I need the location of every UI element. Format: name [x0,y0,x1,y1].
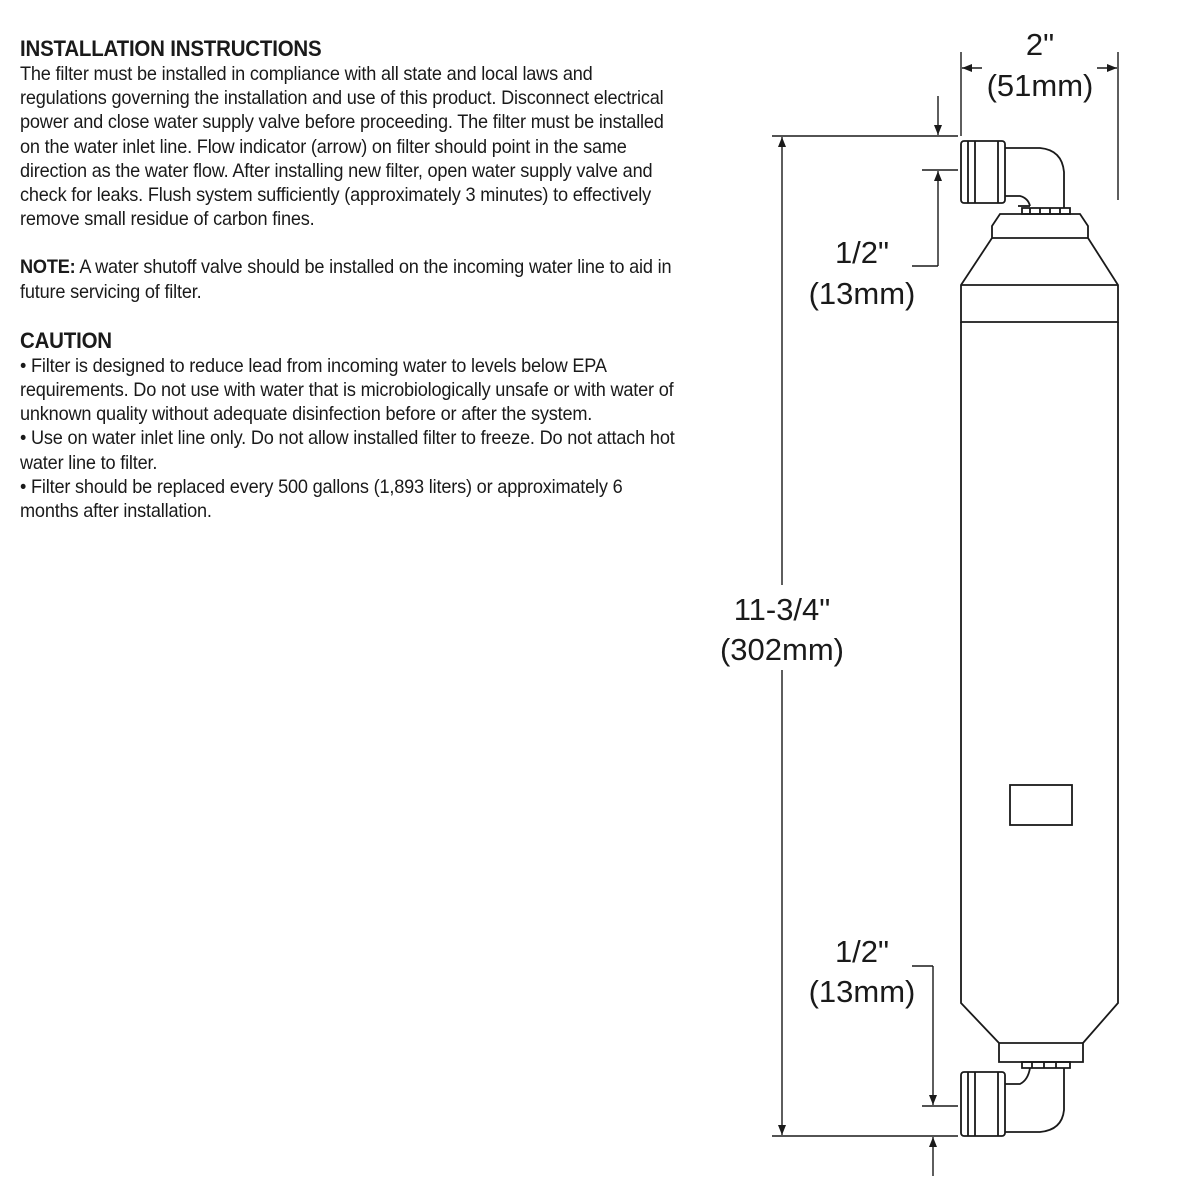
width-mm-label: (51mm) [986,68,1094,103]
top-elbow-fitting [961,141,1070,214]
filter-drawing [961,141,1118,1136]
bottom-elbow-fitting [961,1062,1070,1136]
installation-body: The filter must be installed in compliance with all state and local laws and regulations governing the installation and use of this product. Disconnect electrical power and close water supply valve before proceeding. The filter must be installed on the water inlet line. Flow indicator (arrow) on filter should point in the same direction as the water flow. After installing new filter, open water supply valve and check for leaks. Flush system sufficiently (approximately 3 minutes) to effectively remove small residue of carbon fines. [20,63,664,231]
height-inches-label: 11-3/4" [733,592,831,627]
filter-head [961,214,1118,322]
caution-bullet: • Filter is designed to reduce lead from incoming water to levels below EPA requirements. Do not use with water that is microbiologically unsafe or with water of unknown quality without adequate disinfection before or after the system. [20,354,674,426]
width-inches-label: 2" [1025,27,1055,62]
bottom-offset-inches-label: 1/2" [834,934,890,969]
filter-label-box [1010,785,1072,825]
filter-body [961,322,1118,1062]
installation-heading: INSTALLATION INSTRUCTIONS [20,36,322,61]
note-text: A water shutoff valve should be installed on the incoming water line to aid in future servicing of filter. [20,256,672,303]
caution-bullet: • Use on water inlet line only. Do not allow installed filter to freeze. Do not attach hot water line to filter. [20,427,675,474]
caution-heading: CAUTION [20,327,112,353]
dimension-labels [720,27,1093,1009]
top-offset-mm-label: (13mm) [808,276,916,311]
top-offset-inches-label: 1/2" [834,235,890,270]
note-label: NOTE: [20,256,76,279]
caution-bullet: • Filter should be replaced every 500 gallons (1,893 liters) or approximately 6 months after installation. [20,475,623,523]
height-mm-label: (302mm) [719,632,845,667]
bottom-offset-mm-label: (13mm) [808,974,916,1009]
